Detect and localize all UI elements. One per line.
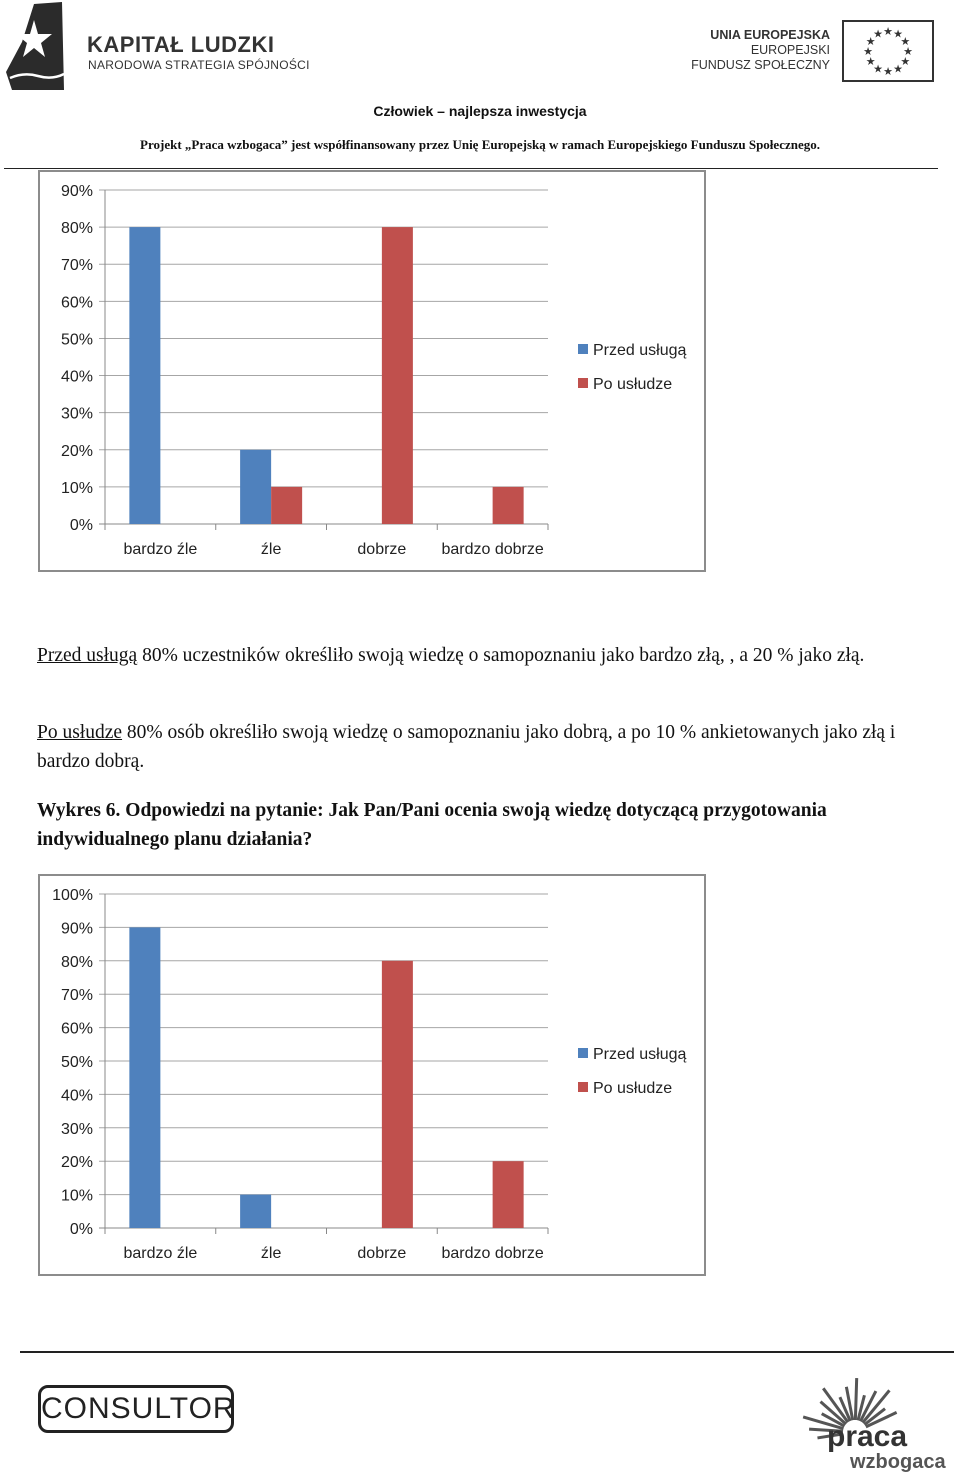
bar xyxy=(493,1161,524,1228)
legend-swatch xyxy=(578,378,588,388)
eu-star-icon: ★ xyxy=(865,56,876,68)
x-tick-label: źle xyxy=(260,541,282,558)
x-tick-label: źle xyxy=(260,1245,282,1262)
bar xyxy=(240,1195,271,1228)
eu-star-icon: ★ xyxy=(873,63,883,76)
kapital-ludzki-title: KAPITAŁ LUDZKI xyxy=(87,32,275,57)
x-tick-label: dobrze xyxy=(357,1245,407,1262)
legend-label: Po usłudze xyxy=(593,376,673,393)
eu-star-icon: ★ xyxy=(900,56,911,68)
eu-line-1: UNIA EUROPEJSKA xyxy=(710,28,830,42)
consultor-text: CONSULTOR xyxy=(41,1392,236,1425)
legend-swatch xyxy=(578,344,588,354)
y-tick-label: 50% xyxy=(60,331,93,349)
footer-divider xyxy=(20,1351,954,1353)
header-divider xyxy=(4,168,938,169)
x-tick-label: bardzo dobrze xyxy=(441,1245,544,1262)
figure-caption: Wykres 6. Odpowiedzi na pytanie: Jak Pan/Pani ocenia swoją wiedzę dotyczącą przygotowania indywidualnego planu działania? xyxy=(37,800,827,850)
praca-wzbogaca-logo-icon xyxy=(795,1372,957,1472)
y-tick-label: 100% xyxy=(52,887,93,904)
legend-label: Po usłudze xyxy=(593,1080,673,1097)
chart-2 xyxy=(38,874,706,1276)
paragraph-after xyxy=(37,718,922,776)
after-text: 80% osób określiło swoją wiedzę o samopoznaniu jako dobrą, a po 10 % ankietowanych jako złą i bardzo dobrą. xyxy=(37,722,896,772)
y-tick-label: 60% xyxy=(60,1020,93,1038)
kapital-ludzki-logo-icon xyxy=(4,2,66,92)
eu-star-icon: ★ xyxy=(893,28,903,41)
y-tick-label: 50% xyxy=(60,1054,93,1071)
x-tick-label: bardzo źle xyxy=(123,541,198,558)
legend-label: Przed usługą xyxy=(593,342,687,359)
eu-flag-icon xyxy=(842,20,934,82)
logo-ray xyxy=(855,1378,856,1420)
legend-label: Przed usługą xyxy=(593,1046,687,1063)
eu-line-3: FUNDUSZ SPOŁECZNY xyxy=(691,58,830,72)
paragraph-before xyxy=(37,641,922,670)
after-label: Po usłudze xyxy=(37,722,123,743)
eu-star-icon: ★ xyxy=(903,46,913,58)
y-tick-label: 70% xyxy=(60,257,93,275)
x-tick-label: bardzo źle xyxy=(123,1245,198,1262)
bar xyxy=(129,927,160,1228)
y-tick-label: 90% xyxy=(60,183,93,200)
motto: Człowiek – najlepsza inwestycja xyxy=(373,103,587,119)
legend-swatch xyxy=(578,1082,588,1092)
y-tick-label: 20% xyxy=(60,1154,93,1172)
eu-star-icon: ★ xyxy=(883,66,893,78)
wzbogaca-text: wzbogaca xyxy=(850,1451,946,1472)
kapital-ludzki-subtitle: NARODOWA STRATEGIA SPÓJNOŚCI xyxy=(88,58,310,72)
y-tick-label: 0% xyxy=(69,1221,93,1238)
eu-star-icon: ★ xyxy=(883,26,893,38)
bar xyxy=(271,487,302,524)
y-tick-label: 40% xyxy=(60,1087,93,1105)
bar xyxy=(493,487,524,524)
y-tick-label: 30% xyxy=(60,405,93,423)
x-tick-label: bardzo dobrze xyxy=(441,541,544,558)
y-tick-label: 90% xyxy=(60,920,93,938)
chart-svg xyxy=(38,170,706,572)
project-line: Projekt „Praca wzbogaca” jest współfinansowany przez Unię Europejską w ramach Europejskiego Funduszu Społecznego. xyxy=(140,137,820,152)
eu-star-icon: ★ xyxy=(893,63,903,76)
eu-fund-label xyxy=(691,28,830,73)
eu-star-icon: ★ xyxy=(863,46,873,58)
eu-line-2: EUROPEJSKI xyxy=(750,43,830,57)
eu-star-icon: ★ xyxy=(865,36,876,48)
consultor-logo xyxy=(38,1385,234,1433)
y-tick-label: 70% xyxy=(60,987,93,1005)
y-tick-label: 30% xyxy=(60,1120,93,1138)
bar xyxy=(129,227,160,524)
before-text: 80% uczestników określiło swoją wiedzę o samopoznaniu jako bardzo złą, , a 20 % jako złą. xyxy=(137,645,865,666)
y-tick-label: 0% xyxy=(69,517,93,534)
x-tick-label: dobrze xyxy=(357,541,407,558)
y-tick-label: 80% xyxy=(60,220,93,238)
before-label: Przed usługą xyxy=(37,645,138,666)
y-tick-label: 80% xyxy=(60,953,93,971)
y-tick-label: 40% xyxy=(60,368,93,386)
praca-text: praca xyxy=(827,1420,908,1453)
bar xyxy=(382,961,413,1228)
chart-svg xyxy=(38,874,706,1276)
bar xyxy=(382,227,413,524)
chart-1 xyxy=(38,170,706,572)
y-tick-label: 10% xyxy=(60,479,93,497)
eu-star-icon: ★ xyxy=(873,28,883,41)
legend-swatch xyxy=(578,1048,588,1058)
bar xyxy=(240,450,271,524)
y-tick-label: 20% xyxy=(60,442,93,460)
y-tick-label: 10% xyxy=(60,1187,93,1205)
y-tick-label: 60% xyxy=(60,294,93,312)
eu-star-icon: ★ xyxy=(900,36,911,48)
